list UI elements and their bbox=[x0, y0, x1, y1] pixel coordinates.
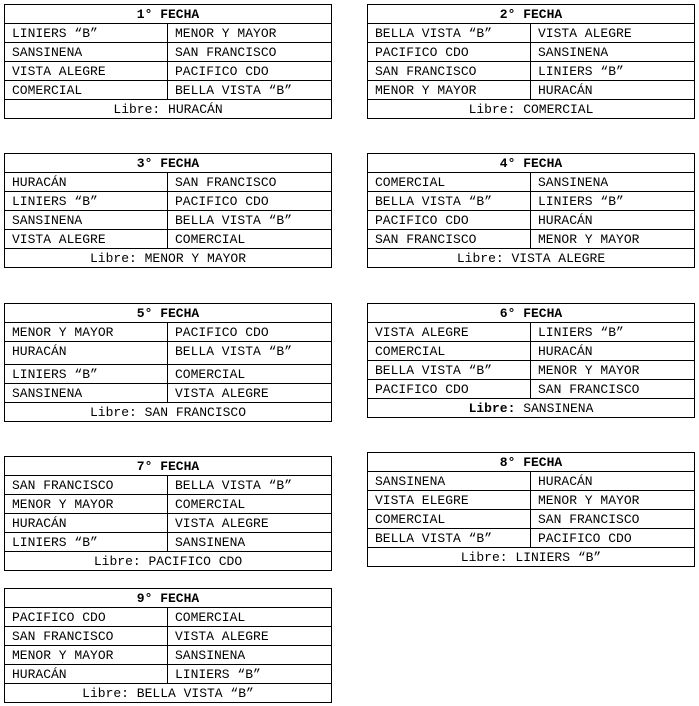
libre-label: Libre: bbox=[460, 549, 508, 565]
fecha-title: 1° FECHA bbox=[5, 5, 332, 24]
home-team: COMERCIAL bbox=[368, 510, 531, 529]
match-row bbox=[5, 192, 332, 211]
home-team: HURACÁN bbox=[5, 173, 168, 192]
match-row bbox=[5, 173, 332, 192]
away-team: SANSINENA bbox=[168, 533, 332, 552]
away-team: SAN FRANCISCO bbox=[168, 43, 332, 62]
away-team: COMERCIAL bbox=[168, 365, 332, 384]
match-row bbox=[5, 627, 332, 646]
fixture-table-fecha-8 bbox=[367, 452, 695, 567]
match-row bbox=[5, 608, 332, 627]
home-team: PACIFICO CDO bbox=[368, 43, 531, 62]
home-team: BELLA VISTA “B” bbox=[368, 361, 531, 380]
fecha-title: 5° FECHA bbox=[5, 304, 332, 323]
match-row bbox=[368, 81, 695, 100]
home-team: LINIERS “B” bbox=[5, 192, 168, 211]
home-team: SANSINENA bbox=[5, 211, 168, 230]
away-team: BELLA VISTA “B” bbox=[168, 476, 332, 495]
match-row bbox=[368, 472, 695, 491]
away-team: LINIERS “B” bbox=[531, 62, 695, 81]
home-team: SANSINENA bbox=[5, 384, 168, 403]
fixture-table-fecha-2 bbox=[367, 4, 695, 119]
home-team: LINIERS “B” bbox=[5, 24, 168, 43]
match-row bbox=[5, 211, 332, 230]
fixture-table-fecha-4 bbox=[367, 153, 695, 268]
libre-row bbox=[5, 249, 332, 268]
home-team: MENOR Y MAYOR bbox=[5, 495, 168, 514]
libre-label: Libre: bbox=[82, 685, 129, 701]
away-team: PACIFICO CDO bbox=[168, 323, 332, 342]
away-team: PACIFICO CDO bbox=[531, 529, 695, 548]
home-team: LINIERS “B” bbox=[5, 533, 168, 552]
match-row bbox=[368, 323, 695, 342]
match-row bbox=[5, 62, 332, 81]
libre-row bbox=[5, 552, 332, 571]
match-row bbox=[368, 230, 695, 249]
home-team: SAN FRANCISCO bbox=[368, 230, 531, 249]
away-team: COMERCIAL bbox=[168, 495, 332, 514]
match-row bbox=[368, 361, 695, 380]
home-team: VISTA ALEGRE bbox=[5, 62, 168, 81]
home-team: VISTA ALEGRE bbox=[5, 230, 168, 249]
libre-label: Libre: bbox=[468, 101, 516, 117]
match-row bbox=[368, 491, 695, 510]
home-team: PACIFICO CDO bbox=[368, 380, 531, 399]
libre-row bbox=[368, 399, 695, 418]
home-team: MENOR Y MAYOR bbox=[5, 646, 168, 665]
fecha-title: 9° FECHA bbox=[5, 589, 332, 608]
home-team: MENOR Y MAYOR bbox=[5, 323, 168, 342]
home-team: HURACÁN bbox=[5, 665, 168, 684]
libre-team: COMERCIAL bbox=[523, 101, 594, 117]
away-team: MENOR Y MAYOR bbox=[168, 24, 332, 43]
away-team: VISTA ALEGRE bbox=[168, 514, 332, 533]
libre-team: PACIFICO CDO bbox=[148, 553, 243, 569]
fecha-title: 6° FECHA bbox=[368, 304, 695, 323]
away-team: SANSINENA bbox=[168, 646, 332, 665]
away-team: VISTA ALEGRE bbox=[168, 384, 332, 403]
match-row bbox=[368, 211, 695, 230]
match-row bbox=[368, 380, 695, 399]
libre-label: Libre: bbox=[89, 250, 137, 266]
libre-team: SAN FRANCISCO bbox=[144, 404, 247, 420]
away-team: HURACÁN bbox=[531, 81, 695, 100]
match-row bbox=[5, 533, 332, 552]
home-team: HURACÁN bbox=[5, 342, 168, 365]
libre-row bbox=[368, 249, 695, 268]
match-row bbox=[5, 384, 332, 403]
match-row bbox=[368, 342, 695, 361]
away-team: SANSINENA bbox=[531, 173, 695, 192]
away-team: SAN FRANCISCO bbox=[168, 173, 332, 192]
match-row bbox=[368, 24, 695, 43]
away-team: VISTA ALEGRE bbox=[168, 627, 332, 646]
fixture-table-fecha-1 bbox=[4, 4, 332, 119]
home-team: VISTA ELEGRE bbox=[368, 491, 531, 510]
match-row bbox=[5, 323, 332, 342]
away-team: VISTA ALEGRE bbox=[531, 24, 695, 43]
fixture-table-fecha-6 bbox=[367, 303, 695, 418]
match-row bbox=[5, 342, 332, 365]
libre-row bbox=[368, 100, 695, 119]
fixture-table-fecha-7 bbox=[4, 456, 332, 571]
away-team: COMERCIAL bbox=[168, 608, 332, 627]
match-row bbox=[5, 365, 332, 384]
match-row bbox=[368, 62, 695, 81]
away-team: SANSINENA bbox=[531, 43, 695, 62]
home-team: PACIFICO CDO bbox=[368, 211, 531, 230]
libre-team: LINIERS “B” bbox=[515, 549, 602, 565]
away-team: HURACÁN bbox=[531, 342, 695, 361]
match-row bbox=[5, 24, 332, 43]
match-row bbox=[368, 192, 695, 211]
home-team: MENOR Y MAYOR bbox=[368, 81, 531, 100]
home-team: BELLA VISTA “B” bbox=[368, 24, 531, 43]
home-team: SAN FRANCISCO bbox=[5, 627, 168, 646]
match-row bbox=[5, 43, 332, 62]
away-team: HURACÁN bbox=[531, 472, 695, 491]
match-row bbox=[5, 665, 332, 684]
away-team: MENOR Y MAYOR bbox=[531, 361, 695, 380]
libre-label: Libre: bbox=[456, 250, 504, 266]
home-team: VISTA ALEGRE bbox=[368, 323, 531, 342]
home-team: BELLA VISTA “B” bbox=[368, 529, 531, 548]
away-team: BELLA VISTA “B” bbox=[168, 211, 332, 230]
match-row bbox=[5, 514, 332, 533]
away-team: HURACÁN bbox=[531, 211, 695, 230]
fecha-title: 4° FECHA bbox=[368, 154, 695, 173]
match-row bbox=[5, 495, 332, 514]
away-team: SAN FRANCISCO bbox=[531, 380, 695, 399]
fecha-title: 7° FECHA bbox=[5, 457, 332, 476]
libre-label: Libre: bbox=[89, 404, 137, 420]
home-team: COMERCIAL bbox=[368, 342, 531, 361]
libre-team: SANSINENA bbox=[523, 400, 594, 416]
libre-team: VISTA ALEGRE bbox=[511, 250, 606, 266]
match-row bbox=[368, 43, 695, 62]
away-team: PACIFICO CDO bbox=[168, 192, 332, 211]
away-team: SAN FRANCISCO bbox=[531, 510, 695, 529]
fixture-table-fecha-3 bbox=[4, 153, 332, 268]
away-team: PACIFICO CDO bbox=[168, 62, 332, 81]
match-row bbox=[368, 529, 695, 548]
home-team: COMERCIAL bbox=[5, 81, 168, 100]
libre-row bbox=[368, 548, 695, 567]
match-row bbox=[5, 476, 332, 495]
home-team: BELLA VISTA “B” bbox=[368, 192, 531, 211]
home-team: LINIERS “B” bbox=[5, 365, 168, 384]
home-team: COMERCIAL bbox=[368, 173, 531, 192]
away-team: MENOR Y MAYOR bbox=[531, 491, 695, 510]
libre-label: Libre: bbox=[93, 553, 141, 569]
libre-label: Libre: bbox=[113, 101, 161, 117]
away-team: LINIERS “B” bbox=[531, 323, 695, 342]
away-team: MENOR Y MAYOR bbox=[531, 230, 695, 249]
libre-team: BELLA VISTA “B” bbox=[136, 685, 254, 701]
home-team: HURACÁN bbox=[5, 514, 168, 533]
home-team: PACIFICO CDO bbox=[5, 608, 168, 627]
match-row bbox=[368, 510, 695, 529]
libre-row bbox=[5, 100, 332, 119]
away-team: BELLA VISTA “B” bbox=[168, 342, 332, 365]
libre-team: HURACÁN bbox=[168, 101, 223, 117]
match-row bbox=[5, 646, 332, 665]
home-team: SANSINENA bbox=[5, 43, 168, 62]
match-row bbox=[5, 81, 332, 100]
fecha-title: 3° FECHA bbox=[5, 154, 332, 173]
libre-row bbox=[5, 403, 332, 422]
away-team: BELLA VISTA “B” bbox=[168, 81, 332, 100]
home-team: SAN FRANCISCO bbox=[368, 62, 531, 81]
away-team: COMERCIAL bbox=[168, 230, 332, 249]
home-team: SANSINENA bbox=[368, 472, 531, 491]
fixture-table-fecha-9 bbox=[4, 588, 332, 703]
match-row bbox=[368, 173, 695, 192]
libre-team: MENOR Y MAYOR bbox=[144, 250, 247, 266]
fecha-title: 2° FECHA bbox=[368, 5, 695, 24]
match-row bbox=[5, 230, 332, 249]
fecha-title: 8° FECHA bbox=[368, 453, 695, 472]
libre-label: Libre: bbox=[468, 400, 516, 416]
home-team: SAN FRANCISCO bbox=[5, 476, 168, 495]
away-team: LINIERS “B” bbox=[531, 192, 695, 211]
libre-row bbox=[5, 684, 332, 703]
away-team: LINIERS “B” bbox=[168, 665, 332, 684]
fixture-table-fecha-5 bbox=[4, 303, 332, 422]
